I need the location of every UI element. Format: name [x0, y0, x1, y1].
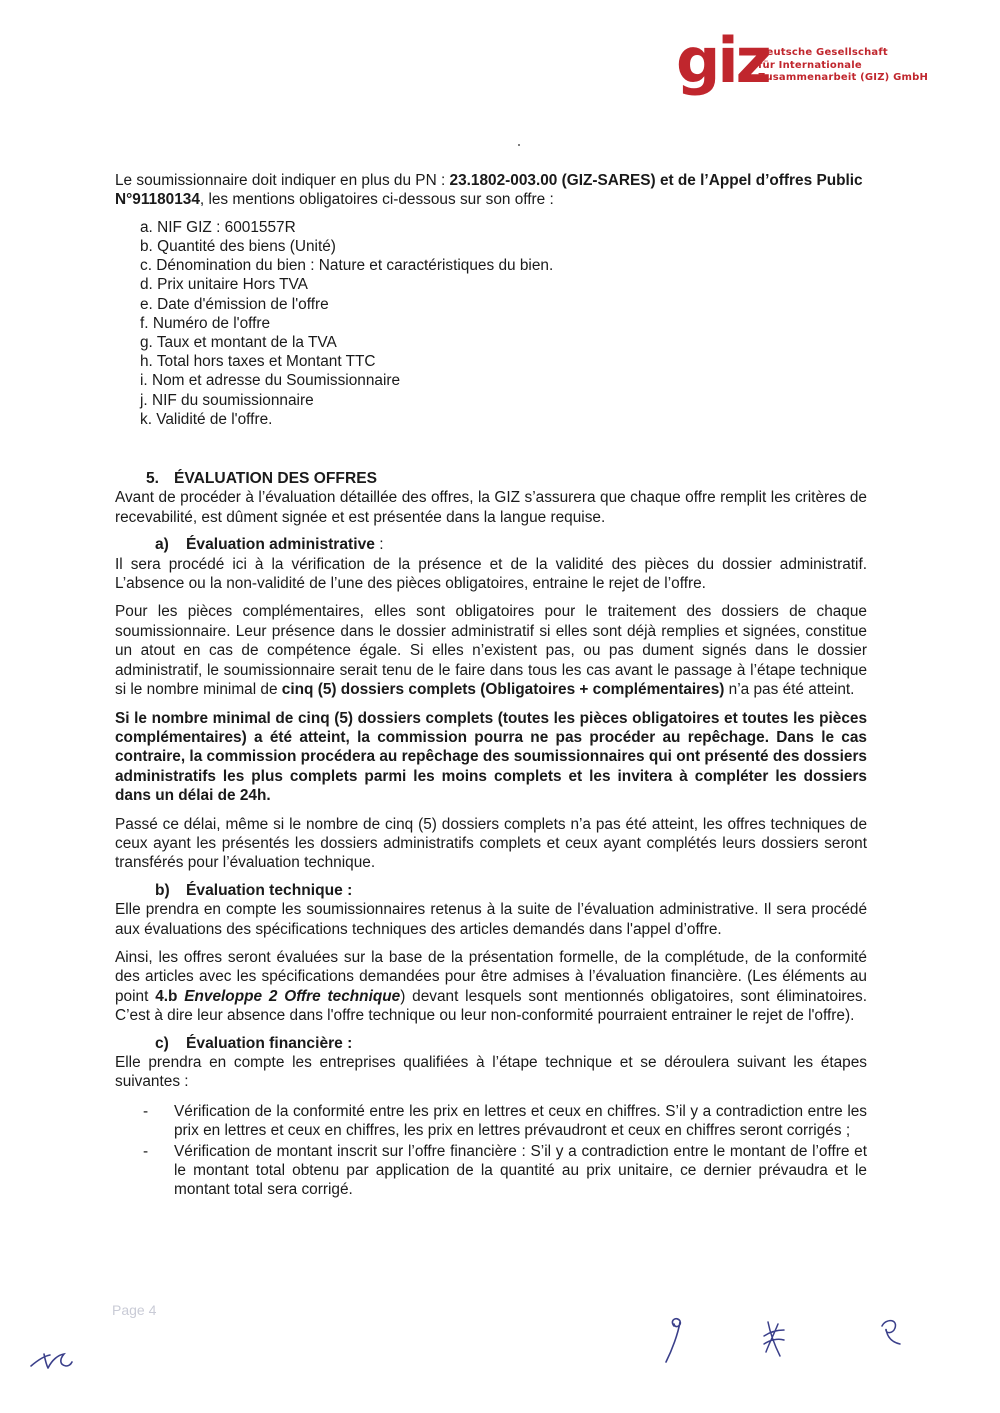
- sub-a-paragraph-3: Si le nombre minimal de cinq (5) dossiers complets (toutes les pièces obligatoires et toutes les pièces complémentaires) a été atteint, la commission pourra ne pas procéder au repêchage. Dans le cas contraire, la commission procédera au repêchage des soumissionnaires qui ont présenté des dossiers administratifs les plus complets parmi les moins complets et les invitera à compléter les dossiers dans un délai de 24h.: [115, 709, 867, 805]
- sub-title: Évaluation financière :: [186, 1034, 353, 1052]
- initial-signature-left: [28, 1346, 76, 1374]
- initial-signature-3: [876, 1316, 906, 1350]
- giz-logo: [676, 24, 929, 98]
- sub-b-heading: [155, 881, 867, 900]
- list-item: a. NIF GIZ : 6001557R: [140, 218, 296, 236]
- sub-c-heading: [155, 1034, 867, 1053]
- sub-title: Évaluation technique :: [186, 881, 353, 899]
- logo-line-1: Deutsche Gesellschaft: [758, 47, 888, 58]
- page-number: Page 4: [112, 1302, 157, 1318]
- list-item: g. Taux et montant de la TVA: [140, 334, 337, 352]
- bullet-text: Vérification de la conformité entre les prix en lettres et ceux en chiffres. S’il y a contradiction entre les prix en lettres et ceux en chiffres, les prix en lettres prévaudront et ceux en chiffres seront corrigés ;: [174, 1102, 867, 1140]
- sub-label: a): [155, 536, 169, 554]
- paragraph-text-end: n’a pas été atteint.: [724, 681, 855, 699]
- dash-bullet: -: [143, 1142, 149, 1160]
- list-item: [115, 1102, 867, 1141]
- sub-label: c): [155, 1034, 169, 1052]
- logo-line-2: für Internationale: [758, 59, 862, 71]
- bullet-text: Vérification de montant inscrit sur l’offre financière : S’il y a contradiction entre le montant de l’offre et le montant total obtenu par application de la quantité au prix unitaire, ce dernier prévaudra et le montant total sera corrigé.: [174, 1142, 867, 1199]
- intro-pn: 23.1802-003.00 (GIZ-SARES) et de l’Appel d’offres Public N°91180134: [115, 172, 863, 209]
- financial-steps-list: [115, 1102, 867, 1200]
- intro-paragraph: [115, 171, 867, 210]
- list-item: h. Total hors taxes et Montant TTC: [140, 353, 376, 371]
- list-item: b. Quantité des biens (Unité): [140, 238, 336, 256]
- paragraph-text: Pour les pièces complémentaires, elles sont obligatoires pour le traitement des dossiers de chaque soumissionnaire. Leur présence dans le dossier administratif si elles sont déjà remplies et signées, constitue un atout en cas de compétence égale. Si elles n’existent pas, ou pas dument signés dans le dossier administratif, le soumissionnaire serait tenu de le faire dans tous les cas avant le passage à l’étape technique si le nombre minimal de: [115, 603, 867, 699]
- document-body: [115, 171, 867, 1201]
- sub-suffix: :: [374, 536, 384, 554]
- initial-signature-1: [660, 1314, 690, 1366]
- section-number: 5.: [146, 470, 160, 488]
- sub-c-paragraph-1: Elle prendra en compte les entreprises qualifiées à l’étape technique et se déroulera suivant les étapes suivantes :: [115, 1054, 867, 1091]
- mentions-list: [140, 218, 867, 429]
- sub-b-paragraph-1: Elle prendra en compte les soumissionnaires retenus à la suite de l’évaluation administrative. Il sera procédé aux évaluations des spécifications techniques des articles demandés dans l'appel d’offre.: [115, 901, 867, 938]
- giz-logo-mark: giz: [676, 24, 769, 97]
- list-item: [115, 1142, 867, 1200]
- giz-logo-text: [758, 47, 928, 85]
- sub-a-heading: [155, 535, 867, 554]
- sub-a-paragraph-4: Passé ce délai, même si le nombre de cinq (5) dossiers complets n’a pas été atteint, les offres techniques de ceux ayant les présentés les dossiers administratifs complets et ceux ayant complétés leurs dossiers seront transférés pour l’évaluation technique.: [115, 815, 867, 872]
- intro-text-end: , les mentions obligatoires ci-dessous sur son offre :: [199, 191, 554, 209]
- sub-title: Évaluation administrative: [186, 536, 375, 554]
- paragraph-text-end: ) devant lesquels sont mentionnés obligatoires, sont éliminatoires. C’est à dire leur absence dans l'offre technique ou leur non-conformité pourraient entrainer le rejet de l'offre).: [115, 987, 868, 1025]
- section-5-intro: Avant de procéder à l’évaluation détaillée des offres, la GIZ s’assurera que chaque offre remplit les critères de recevabilité, est dûment signée et est présentée dans la langue requise.: [115, 489, 867, 526]
- paragraph-text: Ainsi, les offres seront évaluées sur la base de la présentation formelle, de la complétude, de la conformité des articles avec les spécifications demandées pour être admises à l’évaluation financière. (Les éléments au point: [115, 948, 867, 1005]
- sub-a-paragraph-1: Il sera procédé ici à la vérification de la présence et de la validité des pièces du dossier administratif. L’absence ou la non-validité de l’une des pièces obligatoires, entraine le rejet de l’offre.: [115, 555, 867, 593]
- list-item: i. Nom et adresse du Soumissionnaire: [140, 372, 401, 390]
- list-item: c. Dénomination du bien : Nature et caractéristiques du bien.: [140, 257, 554, 275]
- section-5-heading: [146, 469, 867, 488]
- list-item: j. NIF du soumissionnaire: [140, 391, 314, 409]
- dash-bullet: -: [143, 1102, 149, 1120]
- paragraph-bold-italic: Enveloppe 2 Offre technique: [184, 987, 401, 1005]
- list-item: d. Prix unitaire Hors TVA: [140, 276, 308, 294]
- list-item: k. Validité de l'offre.: [140, 410, 273, 428]
- paragraph-bold: cinq (5) dossiers complets (Obligatoires + complémentaires): [281, 681, 725, 699]
- initial-signature-2: [758, 1318, 788, 1360]
- stray-dot: [518, 144, 520, 146]
- sub-a-paragraph-2: [115, 602, 867, 699]
- paragraph-bold: 4.b: [155, 987, 178, 1005]
- list-item: f. Numéro de l'offre: [140, 314, 271, 332]
- list-item: e. Date d'émission de l'offre: [140, 295, 329, 313]
- logo-line-3: Zusammenarbeit (GIZ) GmbH: [758, 72, 929, 83]
- section-title: ÉVALUATION DES OFFRES: [174, 470, 378, 488]
- sub-b-paragraph-2: [115, 948, 867, 1026]
- sub-label: b): [155, 881, 170, 899]
- intro-text: Le soumissionnaire doit indiquer en plus du PN :: [115, 172, 450, 189]
